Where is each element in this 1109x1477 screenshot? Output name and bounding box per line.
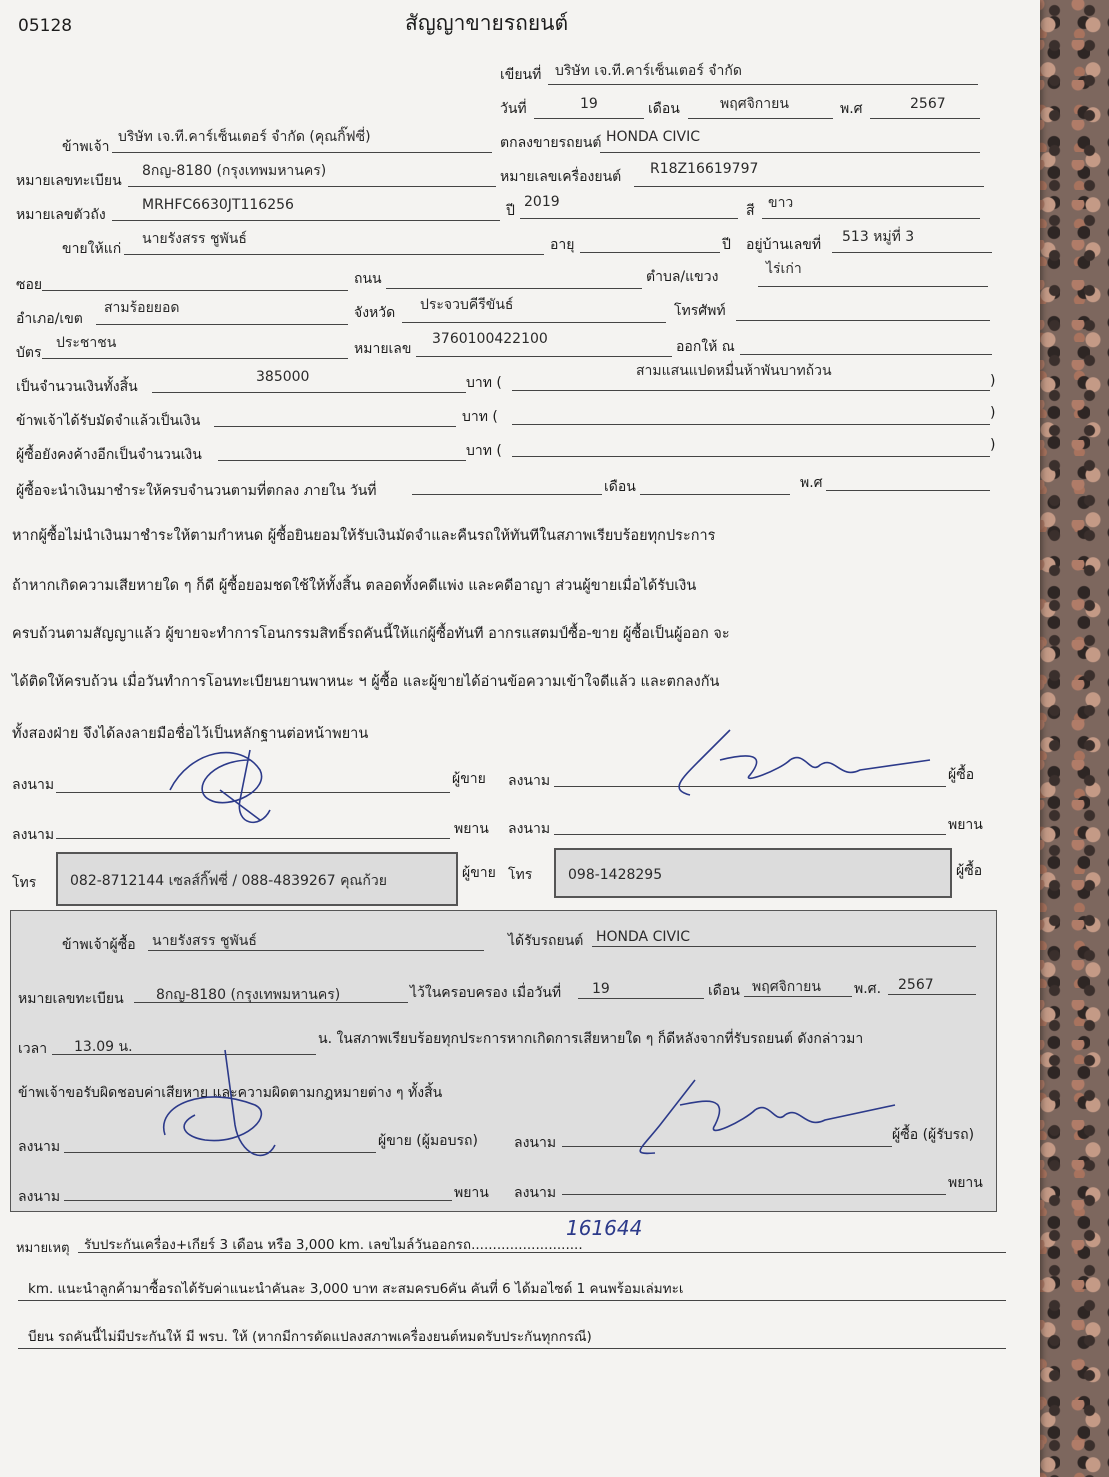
month-label: เดือน [648, 101, 680, 117]
card-label: บัตร [16, 345, 42, 361]
receipt-month-line [744, 996, 852, 997]
receipt-witness-role: พยาน [948, 1175, 983, 1191]
soi-line [42, 290, 348, 291]
receipt-seller-signature [145, 1045, 285, 1175]
buyer-phone-box [554, 848, 952, 898]
chassis-line [112, 220, 500, 221]
due-day-line [412, 494, 602, 495]
seller-line [112, 152, 492, 153]
plate-value: 8กญ-8180 (กรุงเทพมหานคร) [142, 163, 327, 179]
buyer-phone-label: โทร [508, 867, 533, 883]
age-unit: ปี [722, 237, 731, 253]
seller-phone-box [56, 852, 458, 906]
buyer-phone-role: ผู้ซื้อ [956, 863, 983, 879]
sign-label: ลงนาม [12, 777, 55, 793]
deposit-close: ) [990, 405, 996, 421]
subdistrict-line [758, 286, 988, 287]
witness-signature-line [554, 834, 946, 835]
date-line [534, 118, 644, 119]
plate-line [128, 186, 496, 187]
sell-to-label: ขายให้แก่ [62, 241, 122, 257]
province-line [402, 322, 666, 323]
witness-role: พยาน [948, 817, 983, 833]
buyer-role: ผู้ซื้อ [948, 767, 975, 783]
terms-line: ครบถ้วนตามสัญญาแล้ว ผู้ขายจะทำการโอนกรรมสิทธิ์รถคันนี้ให้แก่ผู้ซื้อทันที อากรแสตมป์ซื้อ-ขาย ผู้ซื้อเป็นผู้ออก จะ [12, 626, 730, 642]
age-label: อายุ [550, 237, 575, 253]
province-value: ประจวบคีรีขันธ์ [420, 297, 514, 313]
issued-label: ออกให้ ณ [676, 339, 735, 355]
seller-phone: 082-8712144 เซลส์กิ๊ฟซี่ / 088-4839267 คุณก้วย [70, 873, 387, 889]
year-label: พ.ศ [840, 101, 863, 117]
deposit-words-line [512, 424, 990, 425]
possession-label: ไว้ในครอบครอง เมื่อวันที่ [410, 985, 562, 1001]
engine-value: R18Z16619797 [650, 161, 759, 177]
receipt-car: HONDA CIVIC [596, 929, 690, 945]
total-line [152, 392, 466, 393]
sign-label: ลงนาม [12, 827, 55, 843]
receipt-buyer-signature [620, 1075, 900, 1165]
notes-label: หมายเหตุ [16, 1241, 70, 1256]
date-month: พฤศจิกายน [720, 96, 789, 112]
plate-label: หมายเลขทะเบียน [16, 173, 122, 189]
total-value: 385000 [256, 369, 310, 385]
deposit-label: ข้าพเจ้าได้รับมัดจำแล้วเป็นเงิน [16, 413, 201, 429]
province-label: จังหวัด [354, 305, 396, 321]
seller-phone-role: ผู้ขาย [462, 865, 496, 881]
receipt-day: 19 [592, 981, 610, 997]
granite-background [1030, 0, 1109, 1477]
vehicle-year: 2019 [524, 194, 560, 210]
due-month-label: เดือน [604, 479, 636, 495]
remain-label: ผู้ซื้อยังคงค้างอีกเป็นจำนวนเงิน [16, 447, 202, 463]
seller-role: ผู้ขาย [452, 771, 486, 787]
receipt-seller-role: ผู้ขาย (ผู้มอบรถ) [378, 1133, 478, 1149]
witness-role: พยาน [454, 821, 489, 837]
engine-label: หมายเลขเครื่องยนต์ [500, 169, 622, 185]
total-baht: บาท ( [466, 375, 502, 391]
notes-underline [18, 1348, 1006, 1349]
receipt-year: 2567 [898, 977, 934, 993]
receipt-year-label: พ.ศ. [854, 981, 882, 997]
notes-line: รับประกันเครื่อง+เกียร์ 3 เดือน หรือ 3,000 km. เลขไมล์วันออกรถ.......................... [84, 1237, 583, 1253]
buyer-name: นายรังสรร ชูพันธ์ [142, 231, 247, 247]
due-label: ผู้ซื้อจะนำเงินมาชำระให้ครบจำนวนตามที่ตกลง ภายใน วันที่ [16, 483, 377, 499]
remain-words-line [512, 456, 990, 457]
received-label: ได้รับรถยนต์ [508, 933, 584, 949]
receipt-buyer-name: นายรังสรร ชูพันธ์ [152, 933, 257, 949]
chassis-label: หมายเลขตัวถัง [16, 207, 106, 223]
receipt-sign-label: ลงนาม [514, 1185, 557, 1201]
total-words-line [512, 390, 990, 391]
receipt-buyer-label: ข้าพเจ้าผู้ซื้อ [62, 937, 136, 953]
chassis-value: MRHFC6630JT116256 [142, 197, 294, 213]
written-at-label: เขียนที่ [500, 67, 542, 83]
written-at-value: บริษัท เจ.ที.คาร์เซ็นเตอร์ จำกัด [555, 63, 742, 79]
receipt-witness-line [64, 1200, 452, 1201]
issued-line [740, 354, 992, 355]
card-value: ประชาชน [56, 335, 117, 351]
time-suffix: น. ในสภาพเรียบร้อยทุกประการหากเกิดการเสียหายใด ๆ ก็ดีหลังจากที่รับรถยนต์ ดังกล่าวมา [318, 1031, 864, 1047]
terms-line: ได้ติดให้ครบถ้วน เมื่อวันทำการโอนทะเบียนยานพาหนะ ฯ ผู้ซื้อ และผู้ขายได้อ่านข้อความเข้าใจดีแล้ว และตกลงกัน [12, 674, 720, 690]
number-value: 3760100422100 [432, 331, 548, 347]
color-label: สี [746, 203, 755, 219]
received-line [592, 946, 976, 947]
district-value: สามร้อยยอด [104, 300, 180, 316]
notes-line: บียน รถคันนี้ไม่มีประกันให้ มี พรบ. ให้ (หากมีการดัดแปลงสภาพเครื่องยนต์หมดรับประกันทุกกรณี) [28, 1329, 592, 1345]
address-line [832, 252, 992, 253]
vehicle-year-label: ปี [506, 203, 515, 219]
date-year: 2567 [910, 96, 946, 112]
total-label: เป็นจำนวนเงินทั้งสิ้น [16, 379, 138, 395]
road-line [386, 288, 642, 289]
seller-car: HONDA CIVIC [606, 129, 700, 145]
phone-label: โทรศัพท์ [674, 303, 726, 319]
color-line [762, 218, 980, 219]
subdistrict-label: ตำบล/แขวง [646, 269, 719, 285]
road-label: ถนน [354, 271, 382, 287]
possession-day-line [578, 998, 704, 999]
receipt-sign-label: ลงนาม [18, 1189, 61, 1205]
month-line [688, 118, 833, 119]
district-label: อำเภอ/เขต [16, 311, 83, 327]
terms-line: ถ้าหากเกิดความเสียหายใด ๆ ก็ดี ผู้ซื้อยอมชดใช้ให้ทั้งสิ้น ตลอดทั้งคดีแพ่ง และคดีอาญา ส่วนผู้ขายเมื่อได้รับเงิน [12, 578, 697, 594]
total-close: ) [990, 373, 996, 389]
receipt-year-line [888, 994, 976, 995]
sell-to-line [124, 254, 544, 255]
time-label: เวลา [18, 1041, 48, 1057]
remain-baht: บาท ( [466, 443, 502, 459]
phone-line [736, 320, 990, 321]
date-day: 19 [580, 96, 598, 112]
receipt-buyer-line [148, 950, 484, 951]
notes-underline [78, 1252, 1006, 1253]
receipt-witness-role: พยาน [454, 1185, 489, 1201]
document-number: 05128 [18, 16, 73, 36]
date-label: วันที่ [500, 101, 527, 117]
receipt-month-label: เดือน [708, 983, 740, 999]
total-words: สามแสนแปดหมื่นห้าพันบาทถ้วน [636, 363, 832, 379]
seller-label: ข้าพเจ้า [62, 139, 110, 155]
phone-label: โทร [12, 875, 37, 891]
buyer-signature [660, 720, 940, 810]
receipt-month: พฤศจิกายน [752, 979, 821, 995]
terms-line: หากผู้ซื้อไม่นำเงินมาชำระให้ตามกำหนด ผู้ซื้อยินยอมให้รับเงินมัดจำและคืนรถให้ทันทีในสภาพเรียบร้อยทุกประการ [12, 528, 716, 544]
receipt-buyer-role: ผู้ซื้อ (ผู้รับรถ) [892, 1127, 975, 1143]
deposit-baht: บาท ( [462, 409, 498, 425]
subdistrict-value: ไร่เก่า [766, 261, 802, 277]
sign-label: ลงนาม [508, 821, 551, 837]
address-value: 513 หมู่ที่ 3 [842, 229, 915, 245]
remain-line [218, 460, 466, 461]
sign-label: ลงนาม [508, 773, 551, 789]
receipt-plate-label: หมายเลขทะเบียน [18, 991, 124, 1007]
document-title: สัญญาขายรถยนต์ [405, 11, 569, 35]
seller-name: บริษัท เจ.ที.คาร์เซ็นเตอร์ จำกัด (คุณกิ๊ฟซี่) [118, 129, 371, 145]
due-year-label: พ.ศ [800, 475, 823, 491]
written-at-line [548, 84, 978, 85]
address-label: อยู่บ้านเลขที่ [746, 237, 822, 253]
agree-line [600, 152, 980, 153]
receipt-sign-label: ลงนาม [514, 1135, 557, 1151]
card-line [42, 358, 348, 359]
engine-line [634, 186, 984, 187]
age-line [580, 252, 720, 253]
buyer-phone: 098-1428295 [568, 867, 663, 883]
terms-line: ทั้งสองฝ่าย จึงได้ลงลายมือชื่อไว้เป็นหลักฐานต่อหน้าพยาน [12, 726, 369, 742]
mileage-handwritten: 161644 [566, 1216, 643, 1240]
due-month-line [640, 494, 790, 495]
notes-underline [18, 1300, 1006, 1301]
receipt-plate: 8กญ-8180 (กรุงเทพมหานคร) [156, 987, 341, 1003]
color-value: ขาว [768, 195, 794, 211]
vehicle-year-line [520, 218, 738, 219]
district-line [96, 324, 348, 325]
year-line [870, 118, 980, 119]
seller-signature [150, 730, 310, 840]
agree-label: ตกลงขายรถยนต์ [500, 135, 602, 151]
number-line [416, 356, 672, 357]
receipt-sign-label: ลงนาม [18, 1139, 61, 1155]
responsibility-text: ข้าพเจ้าขอรับผิดชอบค่าเสียหาย และความผิดตามกฎหมายต่าง ๆ ทั้งสิ้น [18, 1085, 443, 1101]
receipt-time: 13.09 น. [74, 1039, 133, 1055]
notes-line: km. แนะนำลูกค้ามาซื้อรถได้รับค่าแนะนำคันละ 3,000 บาท สะสมครบ6คัน คันที่ 6 ได้มอไซด์ 1 คนพร้อมเล่มทะเ [28, 1281, 684, 1297]
receipt-witness-line [562, 1194, 946, 1195]
number-label: หมายเลข [354, 341, 412, 357]
deposit-line [214, 426, 456, 427]
remain-close: ) [990, 437, 996, 453]
due-year-line [826, 490, 990, 491]
soi-label: ซอย [16, 277, 43, 293]
